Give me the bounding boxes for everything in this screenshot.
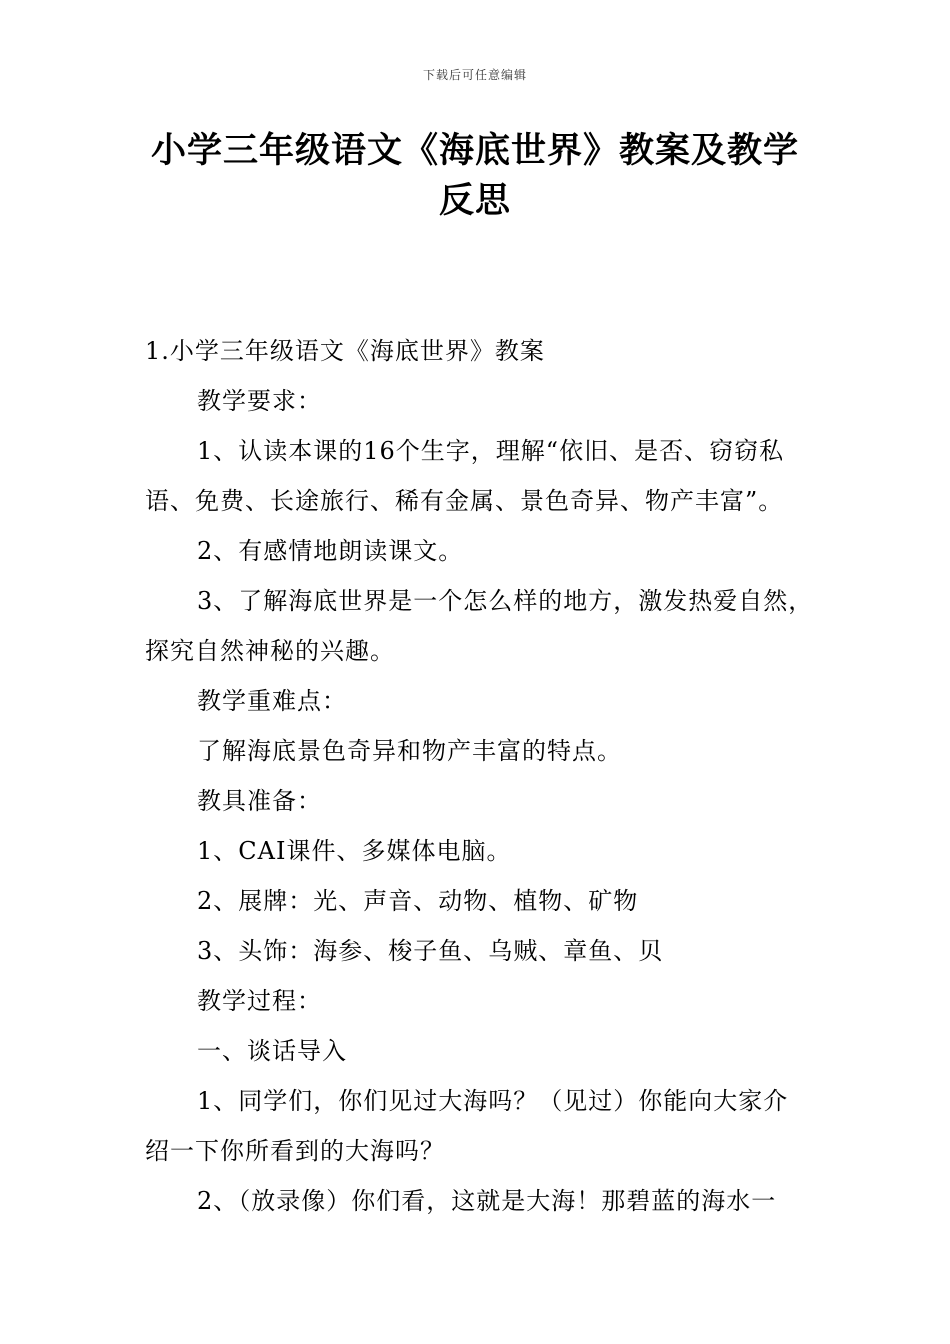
paragraph-line: 绍一下你所看到的大海吗？ — [145, 1137, 445, 1165]
title-line-1: 小学三年级语文《海底世界》教案及教学 — [150, 131, 799, 171]
paragraph-line: 一、谈话导入 — [197, 1037, 347, 1065]
paragraph-line: 探究自然神秘的兴趣。 — [145, 637, 395, 665]
paragraph-line: 3、了解海底世界是一个怎么样的地方，激发热爱自然， — [197, 587, 814, 615]
title-line-2: 反思 — [438, 181, 511, 221]
paragraph-line: 1、认读本课的16个生字，理解“依旧、是否、窃窃私 — [197, 437, 785, 465]
paragraph-line: 教具准备： — [197, 787, 322, 815]
document-title — [100, 126, 850, 226]
paragraph-line: 2、有感情地朗读课文。 — [197, 537, 464, 565]
paragraph-line: 教学过程： — [197, 987, 322, 1015]
document-body — [145, 326, 835, 1226]
header-note: 下载后可任意编辑 — [422, 68, 527, 82]
paragraph-line: 语、免费、长途旅行、稀有金属、景色奇异、物产丰富”。 — [145, 487, 784, 515]
paragraph-line: 1、同学们，你们见过大海吗？（见过）你能向大家介 — [197, 1087, 789, 1115]
paragraph-line: 教学要求： — [197, 387, 322, 415]
paragraph-line: 了解海底景色奇异和物产丰富的特点。 — [197, 737, 622, 765]
paragraph-line: 教学重难点： — [197, 687, 347, 715]
paragraph-line: 2、（放录像）你们看，这就是大海！那碧蓝的海水一 — [197, 1187, 777, 1215]
paragraph-line: 1、CAI课件、多媒体电脑。 — [197, 837, 512, 865]
paragraph-line: 3、头饰：海参、梭子鱼、乌贼、章鱼、贝 — [197, 937, 664, 965]
paragraph-line: 2、展牌：光、声音、动物、植物、矿物 — [197, 887, 639, 915]
section-heading: 1.小学三年级语文《海底世界》教案 — [145, 337, 545, 365]
